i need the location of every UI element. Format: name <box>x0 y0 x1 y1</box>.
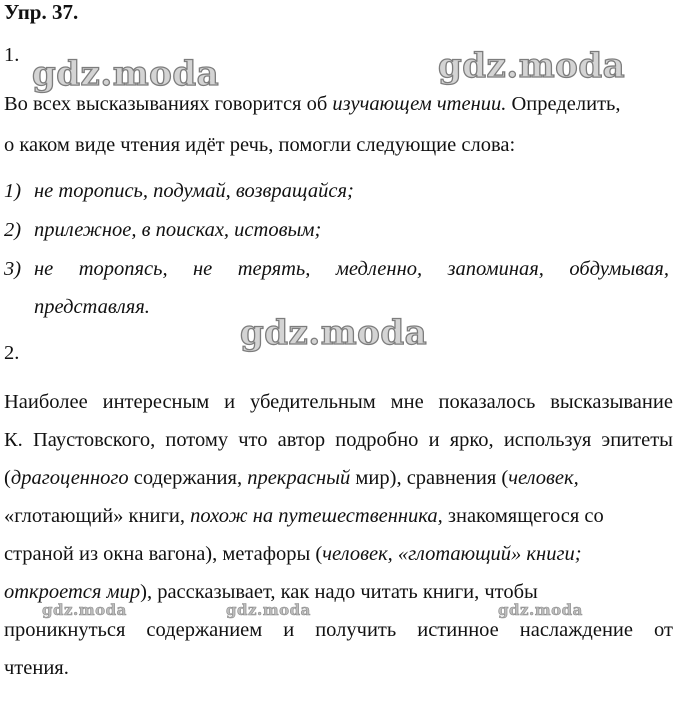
paragraph-line: (драгоценного содержания, прекрасный мир), сравнения (человек, <box>4 467 579 489</box>
word: запоминая, <box>447 258 544 280</box>
word: и <box>283 619 295 641</box>
watermark-logo: gdz.moda <box>240 313 428 353</box>
list-item-text <box>34 258 669 281</box>
word: используя <box>503 429 592 451</box>
word: терять, <box>237 258 311 280</box>
word: торопясь, <box>78 258 168 280</box>
list-item: 3) <box>4 258 22 280</box>
word: истинное <box>417 619 499 641</box>
word: от <box>653 619 673 641</box>
word: не <box>34 258 54 280</box>
watermark-logo: gdz.moda <box>498 601 583 619</box>
paragraph-line <box>4 429 673 452</box>
word: эпитеты <box>601 429 673 451</box>
word: обдумывая, <box>569 258 669 280</box>
paragraph-line: о каком виде чтения идёт речь, помогли следующие слова: <box>4 134 516 156</box>
paragraph-line: откроется мир), рассказывает, как надо читать книги, чтобы <box>4 581 538 603</box>
watermark-logo: gdz.moda <box>438 46 626 86</box>
list-item-continuation: представляя. <box>34 296 150 318</box>
word: К. <box>4 429 23 451</box>
word: Паустовского, <box>32 429 156 451</box>
word: что <box>238 429 268 451</box>
watermark-logo: gdz.moda <box>32 54 220 94</box>
word: высказывание <box>550 391 673 413</box>
list-item: 1) не торопись, подумай, возвращайся; <box>4 180 354 202</box>
watermark-logo: gdz.moda <box>42 601 127 619</box>
word: мне <box>390 391 424 413</box>
exercise-title: Упр. 37. <box>4 0 79 24</box>
word: и <box>224 391 236 413</box>
word: автор <box>277 429 326 451</box>
word: проникнуться <box>4 619 126 641</box>
word: потому <box>165 429 229 451</box>
word: убедительным <box>250 391 376 413</box>
word: подробно <box>335 429 419 451</box>
word: показалось <box>438 391 536 413</box>
word: содержанием <box>146 619 263 641</box>
word: не <box>193 258 213 280</box>
word: Наиболее <box>4 391 88 413</box>
word: интересным <box>102 391 210 413</box>
section-number: 1. <box>4 44 20 66</box>
word: наслаждение <box>519 619 633 641</box>
word: медленно, <box>335 258 423 280</box>
paragraph-line: страной из окна вагона), метафоры (человек, «глотающий» книги; <box>4 543 582 565</box>
word: и <box>428 429 440 451</box>
paragraph-line: Во всех высказываниях говорится об изучающем чтении. Определить, <box>4 93 621 115</box>
watermark-logo: gdz.moda <box>226 601 311 619</box>
word: получить <box>315 619 397 641</box>
section-number: 2. <box>4 342 20 364</box>
word: ярко, <box>449 429 494 451</box>
paragraph-line: «глотающий» книги, похож на путешественника, знакомящегося со <box>4 505 604 527</box>
list-item: 2) прилежное, в поисках, истовым; <box>4 219 322 241</box>
paragraph-line <box>4 391 673 414</box>
paragraph-line: чтения. <box>4 657 69 679</box>
paragraph-line <box>4 619 673 642</box>
